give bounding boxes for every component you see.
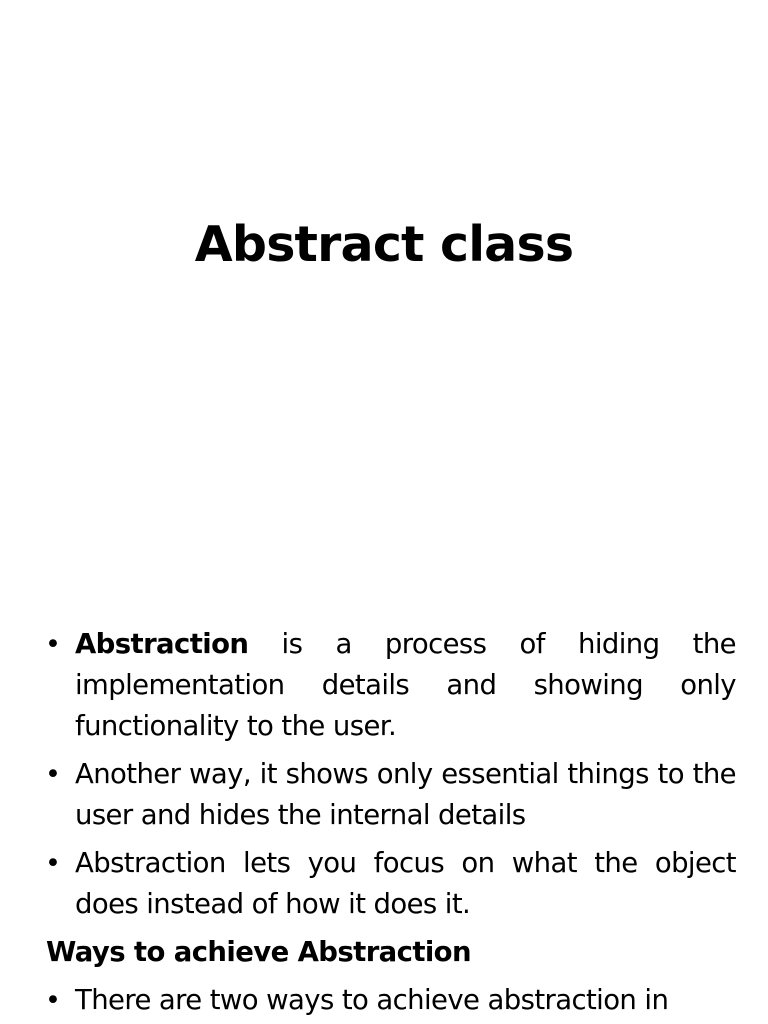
bullet-item	[46, 624, 736, 747]
bullet-text: Another way, it shows only essential things to the user and hides the internal details	[75, 758, 736, 831]
bullet-marker: •	[45, 985, 61, 1016]
bullet-text: Abstraction lets you focus on what the object does instead of how it does it.	[75, 847, 736, 920]
bullet-marker: •	[45, 629, 61, 660]
slide-body	[46, 624, 736, 1024]
section-subheading: Ways to achieve Abstraction	[46, 936, 471, 968]
bullet-item	[46, 754, 736, 836]
bullet-item	[46, 980, 736, 1021]
bullet-text: There are two ways to achieve abstraction in	[75, 984, 669, 1016]
bullet-marker: •	[45, 759, 61, 790]
slide-title: Abstract class	[194, 216, 574, 273]
bullet-text: is a process of hiding the implementation details and showing only functionality to the user.	[75, 628, 736, 742]
bullet-bold-term: Abstraction	[75, 628, 249, 660]
bullet-marker: •	[45, 848, 61, 879]
bullet-item	[46, 843, 736, 925]
